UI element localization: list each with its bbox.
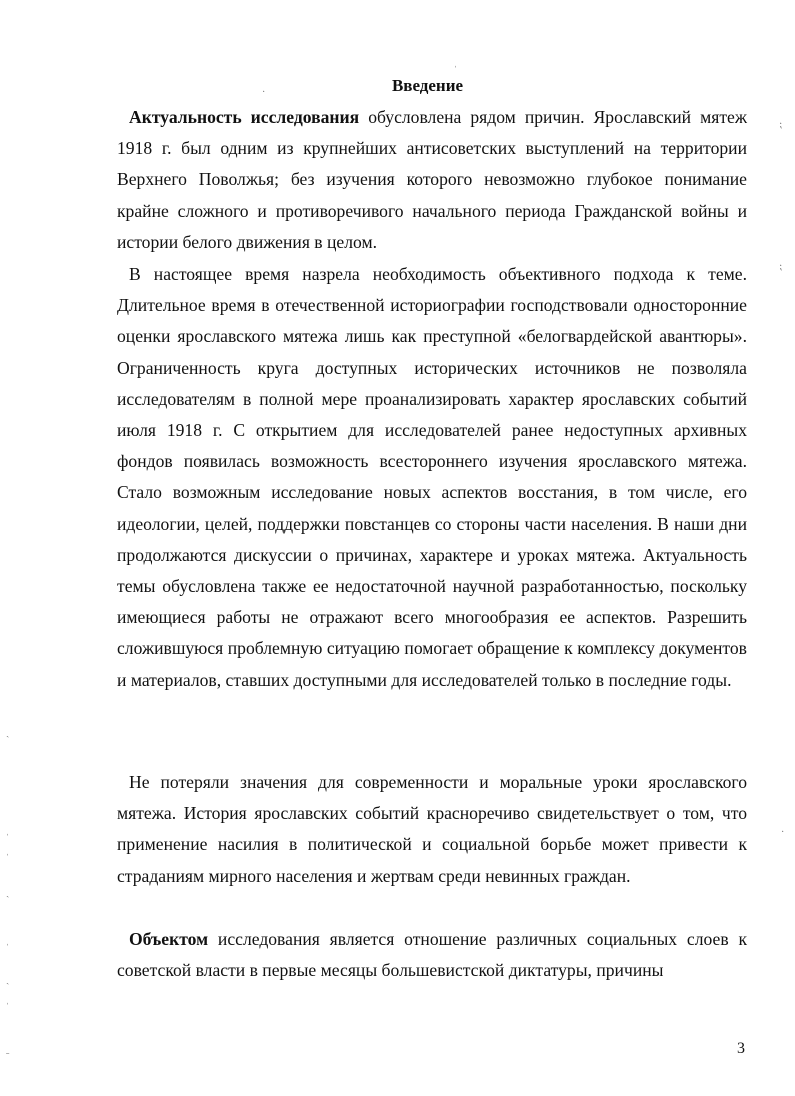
paragraph-text: обусловлена рядом причин. Ярославский мятеж 1918 г. был одним из крупнейших антисоветских выступлений на территории Верхнего Поволжья; без изучения которого невозможно глубокое понимание крайне сложного и противоречивого начального периода Гражданской войны и истории белого движения в целом. xyxy=(117,107,747,252)
scan-speck: · xyxy=(262,87,266,98)
scan-speck: ˈ xyxy=(454,65,458,76)
paragraph-lead-bold: Объектом xyxy=(129,929,209,949)
scan-speck: ˎ xyxy=(6,887,10,898)
scan-speck: ⁏ xyxy=(779,261,783,272)
paragraph-text: исследования является отношение различных социальных слоев к советской власти в первые месяцы большевистской диктатуры, причины xyxy=(117,929,747,981)
paragraph-text: Не потеряли значения для современности и моральные уроки ярославского мятежа. История ярославских событий красноречиво свидетельствует о том, что применение насилия в политической и социальной борьбе может привести к страданиям мирного населения и жертвам среди невинных граждан. xyxy=(117,772,747,886)
scan-speck: ˌ xyxy=(6,845,10,856)
scan-speck: · xyxy=(781,827,785,838)
scan-speck: ˍ xyxy=(6,1044,10,1055)
scan-speck: ˌ xyxy=(6,994,10,1005)
paragraph-moral-lessons xyxy=(117,767,747,892)
paragraph-text: В настоящее время назрела необходимость объективного подхода к теме. Длительное время в отечественной историографии господствовали односторонние оценки ярославского мятежа лишь как преступной «белогвардейской авантюры». Ограниченность круга доступных исторических источников не позволяла исследователям в полной мере проанализировать характер ярославских событий июля 1918 г. С открытием для исследователей ранее недоступных архивных фондов появилась возможность всестороннего изучения ярославского мятежа. Стало возможным исследование новых аспектов восстания, в том числе, его идеологии, целей, поддержки повстанцев со стороны части населения. В наши дни продолжаются дискуссии о причинах, характере и уроках мятежа. Актуальность темы обусловлена также ее недостаточной научной разработанностью, поскольку имеющиеся работы не отражают всего многообразия ее аспектов. Разрешить сложившуюся проблемную ситуацию помогает обращение к комплексу документов и материалов, ставших доступными для исследователей только в последние годы. xyxy=(117,264,747,690)
scan-speck: ˌ xyxy=(6,935,10,946)
paragraph-historiography xyxy=(117,259,747,696)
scan-speck: ˏ xyxy=(6,974,10,985)
page-number: 3 xyxy=(737,1040,745,1057)
scan-speck: ˏ xyxy=(6,727,10,738)
paragraph-object xyxy=(117,924,747,986)
paragraph-lead-bold: Актуальность исследования xyxy=(129,107,360,127)
scan-speck: ⁏ xyxy=(779,119,783,130)
page-title: Введение xyxy=(391,76,464,95)
scan-speck: ˌ xyxy=(6,825,10,836)
paragraph-relevance xyxy=(117,102,747,258)
